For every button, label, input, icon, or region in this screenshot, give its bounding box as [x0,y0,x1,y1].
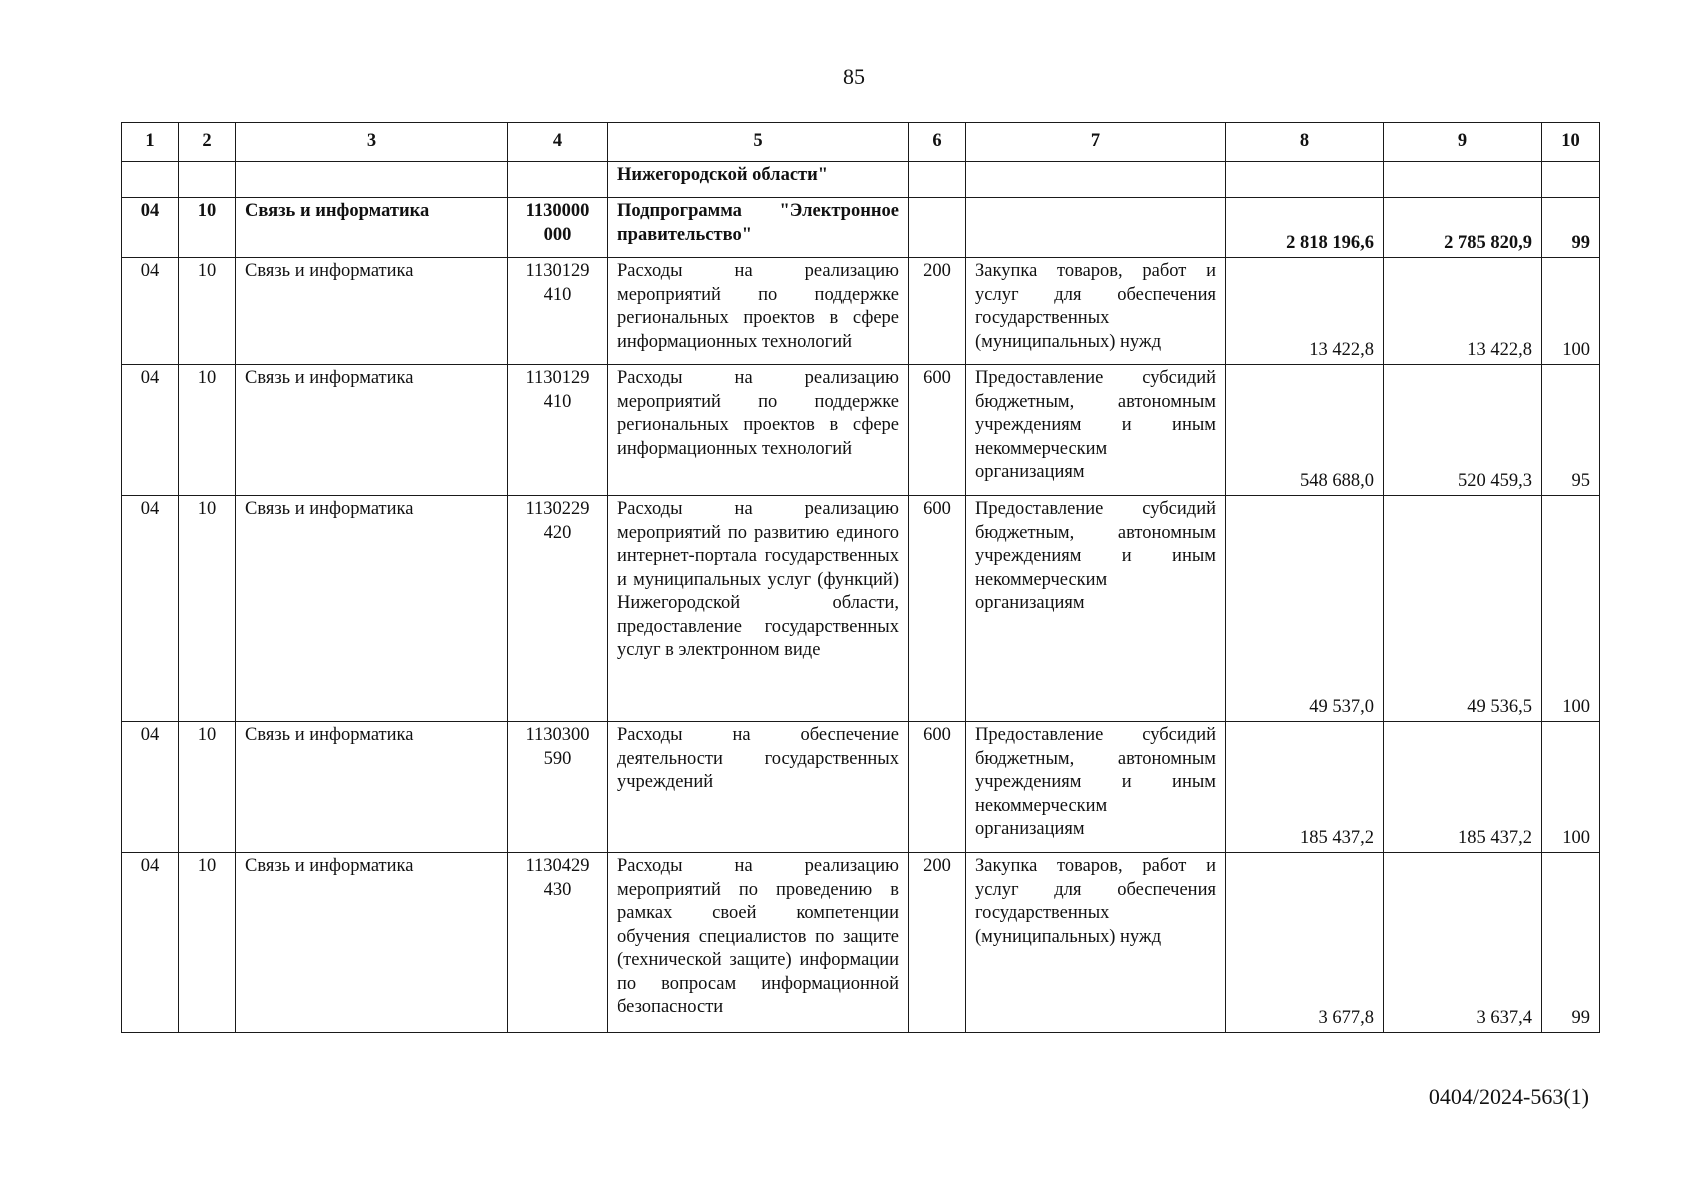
cell-section-name: Связь и информатика [236,853,508,1033]
cell-section-name: Связь и информатика [236,198,508,258]
cell-percent: 100 [1542,496,1600,722]
cell-expense-type [909,198,966,258]
cell-target-code: 1130229 420 [508,496,608,722]
table-row [122,722,1600,853]
table-row [122,198,1600,258]
header-cell-4: 4 [508,123,608,162]
cell-percent [1542,162,1600,198]
header-cell-6: 6 [909,123,966,162]
cell-actual-amount: 2 785 820,9 [1384,198,1542,258]
cell-percent: 99 [1542,198,1600,258]
cell-section: 04 [122,258,179,365]
cell-actual-amount [1384,162,1542,198]
cell-description: Расходы на реализацию мероприятий по развитию единого интернет-портала государственных и муниципальных услуг (функций) Нижегородской области, предоставление государственных услуг в электронном виде [608,496,909,722]
header-cell-8: 8 [1226,123,1384,162]
cell-percent: 95 [1542,365,1600,496]
cell-target-code: 1130129 410 [508,365,608,496]
cell-expense-name: Предоставление субсидий бюджетным, автономным учреждениям и иным некоммерческим организациям [966,365,1226,496]
cell-section-name: Связь и информатика [236,258,508,365]
cell-subsection: 10 [179,258,236,365]
page-number: 85 [843,64,865,89]
cell-target-code [508,162,608,198]
cell-expense-type: 200 [909,853,966,1033]
header-cell-5: 5 [608,123,909,162]
cell-section-name [236,162,508,198]
cell-section: 04 [122,496,179,722]
cell-subsection: 10 [179,722,236,853]
cell-actual-amount: 520 459,3 [1384,365,1542,496]
budget-table [121,122,1600,1033]
cell-actual-amount: 13 422,8 [1384,258,1542,365]
header-cell-2: 2 [179,123,236,162]
cell-actual-amount: 49 536,5 [1384,496,1542,722]
cell-section: 04 [122,365,179,496]
cell-expense-type [909,162,966,198]
document-id: 0404/2024-563(1) [1428,1084,1589,1109]
cell-target-code: 1130000 000 [508,198,608,258]
cell-description: Расходы на реализацию мероприятий по проведению в рамках своей компетенции обучения специалистов по защите (технической защите) информации по вопросам информационной безопасности [608,853,909,1033]
cell-plan-amount: 548 688,0 [1226,365,1384,496]
header-cell-1: 1 [122,123,179,162]
cell-subsection: 10 [179,496,236,722]
cell-expense-name [966,162,1226,198]
table-header-row [122,123,1600,162]
cell-section-name: Связь и информатика [236,365,508,496]
cell-section-name: Связь и информатика [236,496,508,722]
cell-section-name: Связь и информатика [236,722,508,853]
cell-section [122,162,179,198]
cell-expense-type: 200 [909,258,966,365]
table-row [122,258,1600,365]
cell-percent: 100 [1542,722,1600,853]
cell-section: 04 [122,853,179,1033]
cell-plan-amount: 49 537,0 [1226,496,1384,722]
table-row [122,496,1600,722]
header-cell-9: 9 [1384,123,1542,162]
cell-subsection: 10 [179,198,236,258]
cell-description: Расходы на реализацию мероприятий по поддержке региональных проектов в сфере информационных технологий [608,365,909,496]
cell-actual-amount: 185 437,2 [1384,722,1542,853]
cell-target-code: 1130429 430 [508,853,608,1033]
table-row [122,162,1600,198]
cell-section: 04 [122,722,179,853]
cell-plan-amount: 185 437,2 [1226,722,1384,853]
cell-description: Расходы на обеспечение деятельности государственных учреждений [608,722,909,853]
header-cell-3: 3 [236,123,508,162]
header-cell-7: 7 [966,123,1226,162]
cell-expense-name: Закупка товаров, работ и услуг для обеспечения государственных (муниципальных) нужд [966,258,1226,365]
table-row [122,853,1600,1033]
cell-description: Подпрограмма "Электронное правительство" [608,198,909,258]
cell-expense-type: 600 [909,496,966,722]
cell-actual-amount: 3 637,4 [1384,853,1542,1033]
cell-expense-type: 600 [909,722,966,853]
table-row [122,365,1600,496]
cell-expense-name: Предоставление субсидий бюджетным, автономным учреждениям и иным некоммерческим организациям [966,722,1226,853]
cell-subsection: 10 [179,365,236,496]
cell-description: Расходы на реализацию мероприятий по поддержке региональных проектов в сфере информационных технологий [608,258,909,365]
cell-plan-amount: 3 677,8 [1226,853,1384,1033]
cell-description: Нижегородской области" [608,162,909,198]
cell-expense-name: Закупка товаров, работ и услуг для обеспечения государственных (муниципальных) нужд [966,853,1226,1033]
cell-expense-type: 600 [909,365,966,496]
cell-subsection: 10 [179,853,236,1033]
cell-plan-amount: 2 818 196,6 [1226,198,1384,258]
cell-target-code: 1130129 410 [508,258,608,365]
cell-percent: 100 [1542,258,1600,365]
cell-expense-name [966,198,1226,258]
cell-expense-name: Предоставление субсидий бюджетным, автономным учреждениям и иным некоммерческим организациям [966,496,1226,722]
cell-percent: 99 [1542,853,1600,1033]
header-cell-10: 10 [1542,123,1600,162]
cell-plan-amount [1226,162,1384,198]
cell-plan-amount: 13 422,8 [1226,258,1384,365]
cell-target-code: 1130300 590 [508,722,608,853]
cell-subsection [179,162,236,198]
cell-section: 04 [122,198,179,258]
